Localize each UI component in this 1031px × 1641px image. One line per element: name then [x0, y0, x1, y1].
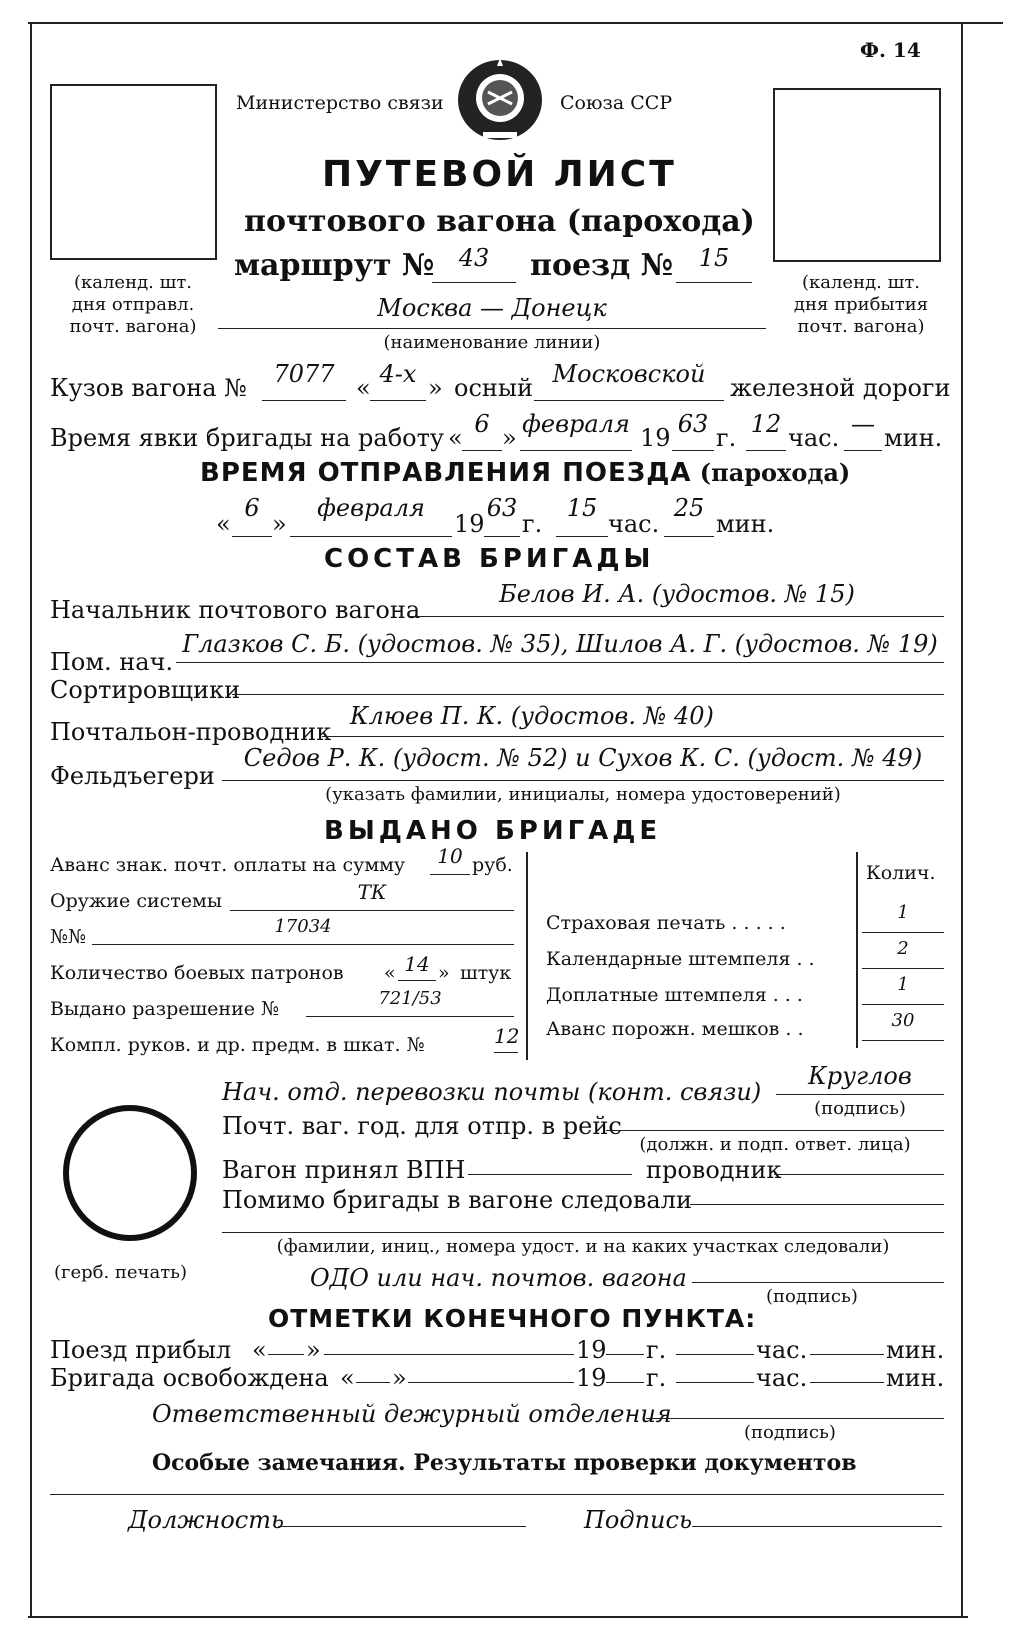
minute-line [810, 1354, 884, 1355]
caption-line: почт. вагона) [69, 316, 197, 337]
quote-mark: « [356, 374, 371, 402]
crew-arrival-day: 6 [474, 410, 490, 438]
train-label: поезд № [530, 248, 674, 283]
cartridges-value: 14 [404, 952, 430, 976]
year-suffix: г. [646, 1336, 667, 1364]
year-prefix: 19 [640, 424, 671, 452]
route-label: маршрут № [234, 248, 435, 283]
postman-value: Клюев П. К. (удостов. № 40) [350, 702, 714, 730]
advance-line [430, 874, 470, 875]
day-line [232, 536, 272, 537]
odo-label: ОДО или нач. почтов. вагона [310, 1264, 687, 1292]
caption-line: дня отправл. [71, 294, 195, 315]
others-line-2 [222, 1232, 944, 1233]
line-name-line [218, 328, 766, 329]
cartridges-line [398, 980, 436, 981]
heading-text: ВРЕМЯ ОТПРАВЛЕНИЯ ПОЕЗДА [200, 458, 692, 488]
car-number: 7077 [273, 360, 335, 388]
kit-value: 12 [494, 1024, 520, 1048]
day-line [268, 1354, 304, 1355]
item-qty: 1 [897, 902, 909, 923]
month-line [290, 536, 452, 537]
number-label: №№ [50, 926, 86, 948]
crew-heading: СОСТАВ БРИГАДЫ [324, 544, 655, 574]
month-line [324, 1354, 574, 1355]
year-line [672, 450, 714, 451]
quote-mark: « [252, 1336, 267, 1364]
day-line [462, 450, 502, 451]
quote-mark: « [384, 962, 396, 984]
assistant-label: Пом. нач. [50, 648, 174, 676]
qty-line [862, 932, 944, 933]
kit-line [494, 1052, 518, 1053]
axles-line [370, 400, 426, 401]
minute-line [844, 450, 882, 451]
crew-released-label: Бригада освобождена [50, 1364, 329, 1392]
qty-header: Колич. [866, 862, 936, 884]
departure-minute: 25 [673, 494, 705, 522]
permit-line [306, 1016, 514, 1017]
signature-caption: (подпись) [814, 1098, 906, 1119]
year-prefix: 19 [576, 1336, 607, 1364]
year-suffix: г. [716, 424, 737, 452]
number-line [92, 944, 514, 945]
month-line [520, 450, 632, 451]
line-name-value: Москва — Донецк [377, 294, 607, 322]
departure-stamp-box [50, 84, 217, 260]
car-ready-line [606, 1130, 944, 1131]
year-prefix: 19 [454, 510, 485, 538]
qty-line [862, 1004, 944, 1005]
caption-line: почт. вагона) [797, 316, 925, 337]
train-number: 15 [698, 244, 730, 272]
railway-line [534, 400, 724, 401]
quote-mark: » [438, 962, 450, 984]
year-line [606, 1354, 644, 1355]
departure-hour: 15 [566, 494, 598, 522]
position-label: Должность [128, 1506, 285, 1534]
assistant-line [176, 662, 944, 663]
postman-line [322, 736, 944, 737]
permit-label: Выдано разрешение № [50, 998, 280, 1020]
car-accepted-line [468, 1174, 632, 1175]
heading-suffix: (парохода) [699, 458, 851, 487]
seal-caption: (герб. печать) [54, 1262, 187, 1283]
quote-mark: » [306, 1336, 321, 1364]
departure-stamp-caption [48, 272, 218, 338]
hour-line [556, 536, 608, 537]
hour-label: час. [608, 510, 660, 538]
document-title: ПУТЕВОЙ ЛИСТ [322, 154, 677, 195]
odo-line [692, 1282, 944, 1283]
cartridges-unit: штук [460, 962, 512, 984]
others-caption: (фамилии, иниц., номера удост. и на каких участках следовали) [276, 1236, 890, 1257]
minute-label: мин. [884, 424, 943, 452]
crew-arrival-minute: — [851, 410, 875, 438]
car-number-line [262, 400, 346, 401]
departure-month: февраля [317, 494, 425, 522]
quote-mark: » [272, 510, 287, 538]
year-line [484, 536, 520, 537]
caption-line: дня прибытия [793, 294, 929, 315]
year-suffix: г. [522, 510, 543, 538]
issued-column-divider [526, 852, 528, 1060]
crew-arrival-label: Время явки бригады на работу [50, 424, 445, 452]
crew-caption: (указать фамилии, инициалы, номера удостоверений) [325, 784, 841, 805]
position-line [278, 1526, 526, 1527]
duty-caption: (подпись) [744, 1422, 836, 1443]
year-line [606, 1382, 644, 1383]
year-suffix: г. [646, 1364, 667, 1392]
conductor-label: проводник [646, 1156, 782, 1184]
couriers-label: Фельдъегери [50, 762, 215, 790]
chief-value: Белов И. А. (удостов. № 15) [499, 580, 855, 608]
quote-mark: » [392, 1364, 407, 1392]
number-value: 17034 [274, 916, 332, 937]
departure-year: 63 [486, 494, 518, 522]
cartridges-label: Количество боевых патронов [50, 962, 344, 984]
hour-label: час. [788, 424, 840, 452]
departure-day: 6 [244, 494, 260, 522]
others-label: Помимо бригады в вагоне следовали [222, 1186, 692, 1214]
minute-line [664, 536, 714, 537]
train-arrived-label: Поезд прибыл [50, 1336, 232, 1364]
assistant-value: Глазков С. Б. (удостов. № 35), Шилов А. Г. (удостов. № 19) [182, 630, 938, 658]
quote-mark: « [448, 424, 463, 452]
car-ready-label: Почт. ваг. год. для отпр. в рейс [222, 1112, 622, 1140]
qty-column-divider [856, 852, 858, 1048]
item-label: Аванс порожн. мешков . . [546, 1018, 804, 1040]
signature-label: Подпись [584, 1506, 693, 1534]
route-line [432, 282, 516, 283]
ministry-right: Союза ССР [560, 92, 673, 114]
railway-value: Московской [552, 360, 706, 388]
day-line [356, 1382, 390, 1383]
duty-officer-line [646, 1418, 944, 1419]
axles-value: 4-х [379, 360, 417, 388]
couriers-line [222, 780, 944, 781]
seal-circle-icon [60, 1102, 200, 1244]
item-qty: 2 [897, 938, 909, 959]
car-ready-caption: (должн. и подп. ответ. лица) [639, 1134, 911, 1155]
weapon-line [230, 910, 514, 911]
quote-mark: » [502, 424, 517, 452]
frame-right [961, 22, 963, 1617]
final-signature-line [692, 1526, 942, 1527]
quote-mark: « [340, 1364, 355, 1392]
month-line [408, 1382, 574, 1383]
permit-value: 721/53 [378, 988, 442, 1009]
hour-line [676, 1354, 754, 1355]
document-subtitle: почтового вагона (парохода) [244, 204, 755, 239]
final-point-heading: ОТМЕТКИ КОНЕЧНОГО ПУНКТА: [268, 1304, 757, 1333]
hour-label: час. [756, 1336, 808, 1364]
minute-label: мин. [886, 1364, 945, 1392]
sorters-label: Сортировщики [50, 676, 241, 704]
item-qty: 30 [891, 1010, 915, 1031]
ministry-left: Министерство связи [236, 92, 444, 114]
item-qty: 1 [897, 974, 909, 995]
advance-label: Аванс знак. почт. оплаты на сумму [50, 854, 406, 876]
arrival-stamp-box [773, 88, 941, 262]
minute-label: мин. [886, 1336, 945, 1364]
crew-arrival-month: февраля [522, 410, 630, 438]
sorters-line [232, 694, 944, 695]
qty-line [862, 968, 944, 969]
chief-line [410, 616, 944, 617]
arrival-stamp-caption [776, 272, 946, 338]
axle-label: осный [454, 374, 533, 402]
others-line [690, 1204, 944, 1205]
car-accepted-label: Вагон принял ВПН [222, 1156, 466, 1184]
qty-line [862, 1040, 944, 1041]
item-label: Доплатные штемпеля . . . [546, 984, 803, 1006]
advance-unit: руб. [472, 854, 513, 876]
weapon-label: Оружие системы [50, 890, 222, 912]
route-number: 43 [458, 244, 490, 272]
minute-line [810, 1382, 884, 1383]
train-line [676, 282, 752, 283]
caption-line: (календ. шт. [73, 272, 193, 293]
odo-caption: (подпись) [766, 1286, 858, 1307]
remarks-line [50, 1494, 944, 1495]
quote-mark: « [216, 510, 231, 538]
crew-arrival-hour: 12 [750, 410, 782, 438]
advance-value: 10 [437, 844, 463, 868]
form-number: Ф. 14 [860, 38, 921, 62]
hour-line [746, 450, 786, 451]
railway-label: железной дороги [730, 374, 951, 402]
minute-label: мин. [716, 510, 775, 538]
postman-label: Почтальон-проводник [50, 718, 332, 746]
weapon-value: ТК [357, 880, 387, 904]
quote-mark: » [428, 374, 443, 402]
line-name-caption: (наименование линии) [383, 332, 601, 353]
duty-officer-label: Ответственный дежурный отделения [152, 1400, 672, 1428]
year-prefix: 19 [576, 1364, 607, 1392]
special-remarks: Особые замечания. Результаты проверки документов [152, 1450, 857, 1476]
issued-heading: ВЫДАНО БРИГАДЕ [324, 816, 662, 846]
frame-left [30, 22, 32, 1617]
departure-heading [200, 458, 850, 488]
frame-top [28, 22, 1003, 24]
dept-head-line [776, 1094, 944, 1095]
caption-line: (календ. шт. [801, 272, 921, 293]
chief-label: Начальник почтового вагона [50, 596, 421, 624]
item-label: Календарные штемпеля . . [546, 948, 815, 970]
crew-arrival-year: 63 [677, 410, 709, 438]
kit-label: Компл. руков. и др. предм. в шкат. № [50, 1034, 425, 1056]
car-body-label: Кузов вагона № [50, 374, 247, 402]
dept-head-signature: Круглов [808, 1062, 912, 1090]
item-label: Страховая печать . . . . . [546, 912, 786, 934]
dept-head-label: Нач. отд. перевозки почты (конт. связи) [222, 1078, 762, 1106]
hour-line [676, 1382, 754, 1383]
hour-label: час. [756, 1364, 808, 1392]
ussr-emblem-icon [453, 52, 547, 144]
couriers-value: Седов Р. К. (удост. № 52) и Сухов К. С. (удост. № 49) [243, 744, 923, 772]
conductor-line [774, 1174, 944, 1175]
frame-bottom [28, 1616, 968, 1618]
